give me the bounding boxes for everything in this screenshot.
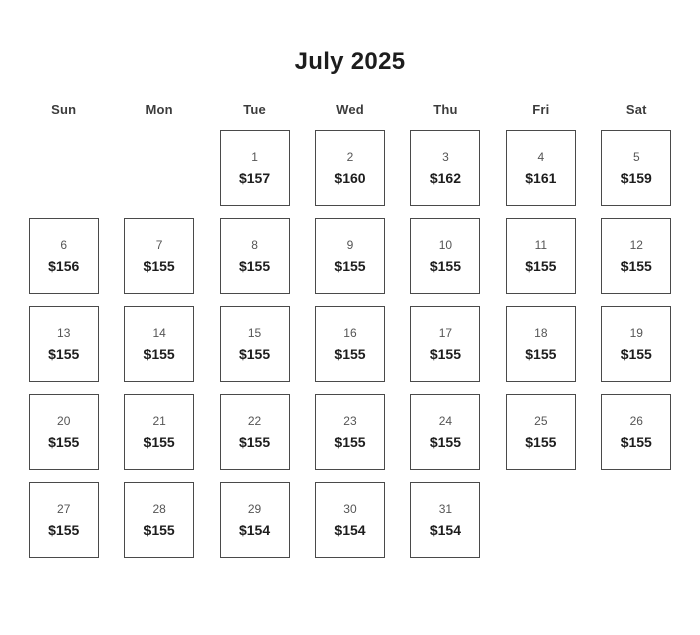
price-calendar [0, 48, 700, 559]
day-price: $155 [48, 434, 80, 450]
calendar-day-cell[interactable] [410, 130, 480, 206]
calendar-day-cell[interactable] [315, 218, 385, 294]
calendar-day-cell[interactable] [410, 394, 480, 470]
calendar-cell [111, 393, 206, 471]
calendar-day-cell[interactable] [220, 394, 290, 470]
calendar-cell [493, 217, 588, 295]
calendar-day-cell[interactable] [506, 218, 576, 294]
calendar-day-cell[interactable] [124, 218, 194, 294]
calendar-day-cell[interactable] [29, 218, 99, 294]
calendar-day-cell[interactable] [506, 306, 576, 382]
calendar-day-cell[interactable] [315, 394, 385, 470]
calendar-cell [207, 393, 302, 471]
day-number: 16 [343, 326, 357, 340]
day-price: $161 [525, 170, 557, 186]
calendar-day-cell[interactable] [315, 482, 385, 558]
calendar-cell [493, 305, 588, 383]
calendar-cell [398, 481, 493, 559]
calendar-cell [589, 217, 684, 295]
weekday-label-fri: Fri [532, 102, 550, 117]
calendar-cell [16, 305, 111, 383]
weekday-label-wed: Wed [336, 102, 364, 117]
day-number: 7 [155, 238, 163, 252]
calendar-cell [111, 217, 206, 295]
calendar-day-cell[interactable] [315, 306, 385, 382]
day-price: $156 [48, 258, 80, 274]
calendar-day-cell[interactable] [220, 218, 290, 294]
day-price: $155 [620, 434, 652, 450]
calendar-cell [302, 217, 397, 295]
day-number: 19 [629, 326, 643, 340]
day-number: 31 [438, 502, 453, 516]
day-number: 3 [442, 150, 449, 164]
calendar-day-cell[interactable] [124, 306, 194, 382]
calendar-day-cell[interactable] [601, 218, 671, 294]
day-price: $155 [334, 434, 366, 450]
calendar-cell [207, 305, 302, 383]
calendar-cell [16, 393, 111, 471]
day-price: $155 [143, 346, 175, 362]
calendar-cell [207, 129, 302, 207]
day-number: 6 [60, 238, 68, 252]
day-price: $155 [620, 346, 652, 362]
day-number: 29 [247, 502, 262, 516]
day-number: 23 [343, 414, 357, 428]
calendar-cell [207, 481, 302, 559]
calendar-cell [16, 481, 111, 559]
day-number: 13 [57, 326, 71, 340]
calendar-cell [302, 305, 397, 383]
day-price: $155 [48, 346, 80, 362]
day-number: 15 [247, 326, 262, 340]
day-price: $155 [525, 434, 557, 450]
calendar-day-cell[interactable] [506, 130, 576, 206]
day-price: $155 [143, 522, 175, 538]
weekday-label-tue: Tue [243, 102, 266, 117]
calendar-day-cell[interactable] [315, 130, 385, 206]
calendar-cell [398, 217, 493, 295]
day-price: $154 [429, 522, 461, 538]
day-number: 2 [346, 150, 354, 164]
calendar-cell [398, 393, 493, 471]
calendar-cell [398, 129, 493, 207]
day-number: 26 [629, 414, 643, 428]
day-price: $155 [525, 346, 557, 362]
calendar-cell [589, 393, 684, 471]
calendar-day-cell[interactable] [29, 394, 99, 470]
day-price: $154 [238, 522, 271, 538]
day-number: 27 [57, 502, 71, 516]
day-number: 4 [537, 150, 545, 164]
day-number: 11 [534, 238, 548, 252]
day-price: $155 [620, 258, 652, 274]
day-number: 30 [343, 502, 357, 516]
day-price: $157 [238, 170, 271, 186]
calendar-cell [493, 129, 588, 207]
day-price: $154 [334, 522, 366, 538]
weekday-label-mon: Mon [145, 102, 173, 117]
day-number: 21 [152, 414, 166, 428]
day-number: 12 [629, 238, 643, 252]
calendar-day-cell[interactable] [220, 482, 290, 558]
day-number: 17 [438, 326, 453, 340]
calendar-cell [589, 305, 684, 383]
calendar-cell [207, 217, 302, 295]
empty-day-placeholder [29, 130, 99, 206]
day-price: $155 [429, 258, 461, 274]
day-number: 22 [247, 414, 262, 428]
calendar-cell-empty [111, 129, 206, 207]
day-price: $155 [238, 346, 271, 362]
calendar-cell [302, 481, 397, 559]
empty-day-placeholder [124, 130, 194, 206]
day-number: 20 [57, 414, 71, 428]
weekday-header-row [16, 102, 684, 117]
calendar-cell [302, 129, 397, 207]
calendar-day-cell[interactable] [601, 130, 671, 206]
day-number: 14 [152, 326, 166, 340]
day-number: 1 [251, 150, 258, 164]
day-price: $155 [238, 258, 271, 274]
day-number: 9 [346, 238, 354, 252]
day-number: 18 [534, 326, 548, 340]
day-number: 25 [534, 414, 548, 428]
day-number: 28 [152, 502, 166, 516]
weekday-label-sun: Sun [51, 102, 77, 117]
calendar-cell [302, 393, 397, 471]
day-price: $155 [334, 346, 366, 362]
day-price: $155 [143, 258, 175, 274]
calendar-day-cell[interactable] [220, 130, 290, 206]
calendar-cell [493, 393, 588, 471]
day-price: $155 [48, 522, 80, 538]
weekday-label-thu: Thu [433, 102, 458, 117]
day-price: $159 [620, 170, 652, 186]
calendar-day-cell[interactable] [601, 306, 671, 382]
calendar-day-grid [16, 129, 684, 559]
calendar-cell [111, 305, 206, 383]
calendar-cell [589, 129, 684, 207]
calendar-day-cell[interactable] [29, 306, 99, 382]
calendar-cell [16, 217, 111, 295]
day-price: $155 [429, 434, 461, 450]
day-price: $162 [429, 170, 461, 186]
day-number: 24 [438, 414, 453, 428]
calendar-day-cell[interactable] [410, 218, 480, 294]
weekday-label-sat: Sat [625, 102, 647, 117]
calendar-cell-empty [16, 129, 111, 207]
calendar-day-cell[interactable] [601, 394, 671, 470]
calendar-day-cell[interactable] [506, 394, 576, 470]
day-price: $155 [525, 258, 557, 274]
day-price: $155 [143, 434, 175, 450]
calendar-cell [398, 305, 493, 383]
calendar-day-cell[interactable] [124, 394, 194, 470]
calendar-day-cell[interactable] [124, 482, 194, 558]
day-price: $160 [334, 170, 366, 186]
day-price: $155 [429, 346, 461, 362]
calendar-day-cell[interactable] [410, 482, 480, 558]
calendar-day-cell[interactable] [220, 306, 290, 382]
day-number: 8 [251, 238, 258, 252]
day-number: 10 [438, 238, 453, 252]
calendar-day-cell[interactable] [29, 482, 99, 558]
calendar-day-cell[interactable] [410, 306, 480, 382]
day-price: $155 [334, 258, 366, 274]
page-title: July 2025 [294, 48, 406, 75]
day-number: 5 [632, 150, 640, 164]
calendar-cell [111, 481, 206, 559]
day-price: $155 [238, 434, 271, 450]
